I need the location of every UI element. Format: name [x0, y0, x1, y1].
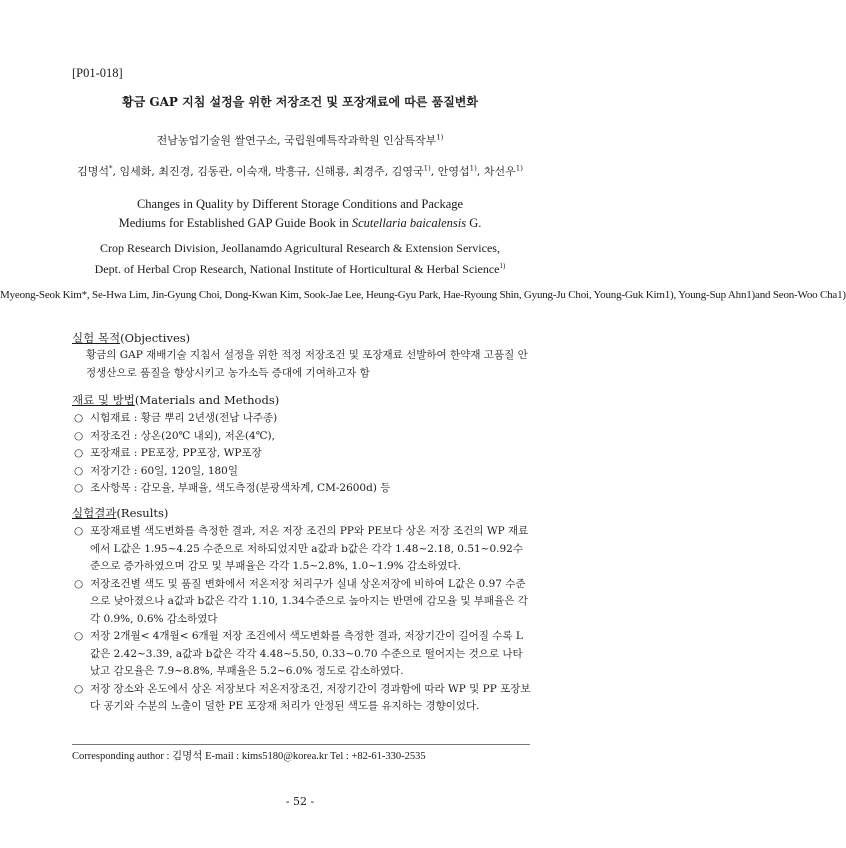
korean-affiliation-text: 전남농업기술원 쌀연구소, 국립원예특작과학원 인삼특작부: [156, 134, 437, 147]
abstract-code: [P01-018]: [72, 66, 123, 80]
bullet-icon: ○: [74, 682, 84, 695]
materials-item: [72, 428, 532, 446]
korean-author: 이숙재: [236, 165, 269, 178]
materials-heading-en: (Materials and Methods): [134, 393, 280, 407]
english-affiliation-line2-text: Dept. of Herbal Crop Research, National Institute of Horticultural & Herbal Science: [94, 262, 500, 276]
bullet-icon: ○: [74, 630, 84, 642]
english-affiliation-line1: Crop Research Division, Jeollanamdo Agricultural Research & Extension Services,: [100, 241, 500, 255]
english-affiliation-sup: 1): [499, 262, 506, 270]
materials-heading: [72, 392, 532, 408]
bullet-icon: ○: [74, 577, 84, 590]
results-item: [72, 523, 532, 576]
materials-item: [72, 463, 532, 481]
results-item: [72, 628, 532, 681]
english-affiliation: [0, 239, 600, 278]
english-title: [0, 195, 600, 233]
objectives-heading: [72, 330, 532, 346]
english-affiliation-line2: [0, 257, 600, 278]
korean-author: 최경주: [352, 165, 385, 178]
korean-affiliation: [0, 132, 600, 148]
bullet-icon: ○: [74, 412, 84, 424]
korean-affiliation-sup: 1): [436, 133, 444, 142]
korean-author: 임세화: [119, 165, 152, 178]
korean-author: 김동관: [197, 165, 230, 178]
bullet-icon: ○: [74, 464, 84, 477]
page-number: - 52 -: [285, 795, 315, 808]
bullet-icon: ○: [74, 429, 84, 442]
materials-item-text: 포장재료 : PE포장, PP포장, WP포장: [90, 447, 262, 459]
materials-list: [72, 410, 532, 498]
english-authors: Myeong-Seok Kim*, Se-Hwa Lim, Jin-Gyung Choi, Dong-Kwan Kim, Sook-Jae Lee, Heung-Gyu Park, Hae-Ryoung Shin, Gyung-Ju Choi, Young-Guk Kim1), Young-Sup Ahn1)and Seon-Woo Cha1): [0, 289, 846, 301]
corresponding-author: Corresponding author : 김명석 E-mail : kims5180@korea.kr Tel : +82-61-330-2535: [72, 751, 426, 762]
results-heading-ko: 실험결과: [72, 506, 117, 520]
english-title-line2: [0, 214, 600, 233]
korean-author-sup: *: [108, 164, 113, 173]
objectives-section: [72, 330, 532, 382]
objectives-heading-ko: 실험 목적: [72, 331, 121, 345]
results-item-text: 저장 장소와 온도에서 상온 저장보다 저온저장조건, 저장기간이 경과함에 따라 WP 및 PP 포장보다 공기와 수분의 노출이 덜한 PE 포장재 처리가 안정된 색도를 유지하는 경향이었다.: [90, 682, 531, 712]
korean-author-sup: 1): [515, 164, 523, 173]
korean-author-sup: 1): [423, 164, 431, 173]
english-title-line1: Changes in Quality by Different Storage Conditions and Package: [136, 197, 464, 211]
materials-heading-ko: 재료 및 방법: [72, 393, 135, 407]
korean-author: 김영국: [391, 165, 424, 178]
footnote-divider: [72, 744, 530, 745]
results-heading: [72, 505, 532, 521]
results-item-text: 저장조건별 색도 및 품질 변화에서 저온저장 처리구가 실내 상온저장에 비하여 L값은 0.97 수준으로 낮아졌으나 a값과 b값은 각각 1.10, 1.34수준으로 높아지는 반면에 감모율 및 부패율은 각각 0.9%, 0.6% 감소하였다: [90, 577, 528, 625]
materials-item-text: 저장조건 : 상온(20℃ 내외), 저온(4℃),: [90, 429, 275, 442]
objectives-text: 황금의 GAP 재배기술 지침서 설정을 위한 적정 저장조건 및 포장재료 선발하여 한약재 고품질 안정생산으로 품질을 향상시키고 농가소득 증대에 기여하고자 함: [86, 349, 528, 379]
korean-author: 최진경: [158, 165, 191, 178]
materials-item-text: 시험재료 : 황금 뿌리 2년생(전남 나주종): [90, 412, 278, 424]
korean-author: 김명석: [77, 165, 109, 178]
results-heading-en: (Results): [116, 506, 169, 520]
korean-author-sup: 1): [469, 164, 477, 173]
results-item-text: 포장재료별 색도변화를 측정한 결과, 저온 저장 조건의 PP와 PE보다 상온 저장 조건의 WP 재료에서 L값은 1.95~4.25 수준으로 저하되었지만 a값과 b값은 각각 1.48~2.18, 0.51~0.92수준으로 증가하였으며 감모 및 부패율은 각각 1.5~2.8%, 1.0~1.9% 감소하였다.: [90, 525, 529, 572]
results-item: [72, 576, 532, 629]
materials-section: [72, 392, 532, 498]
materials-item: [72, 480, 532, 498]
english-title-pre: Mediums for Established GAP Guide Book in: [118, 216, 352, 230]
materials-item: [72, 445, 532, 463]
objectives-heading-en: (Objectives): [120, 331, 191, 345]
korean-author: 박흥규: [275, 165, 307, 178]
materials-item-text: 저장기간 : 60일, 120일, 180일: [90, 464, 239, 477]
korean-author: 안영섭: [437, 165, 470, 178]
bullet-icon: ○: [74, 525, 84, 537]
materials-item-text: 조사항목 : 감모율, 부패율, 색도측정(분광색차계, CM-2600d) 등: [90, 482, 391, 494]
results-item: [72, 681, 532, 716]
bullet-icon: ○: [74, 447, 84, 459]
results-section: [72, 505, 532, 716]
korean-title: 황금 GAP 지침 설정을 위한 저장조건 및 포장재료에 따른 품질변화: [122, 95, 478, 109]
materials-item: [72, 410, 532, 428]
species-name: Scutellaria baicalensis: [351, 216, 467, 230]
bullet-icon: ○: [74, 482, 84, 494]
results-item-text: 저장 2개월< 4개월< 6개월 저장 조건에서 색도변화를 측정한 결과, 저장기간이 길어질 수록 L값은 2.42~3.39, a값과 b값은 각각 4.48~5.50, 0.33~0.70 수준으로 떨어지는 것으로 나타났고 감모율은 7.9~8.8%, 부패율은 5.2~6.0% 정도로 감소하였다.: [90, 630, 523, 677]
english-title-post: G.: [466, 216, 482, 230]
results-list: [72, 523, 532, 716]
korean-authors: 김명석*, 임세화, 최진경, 김동관, 이숙재, 박흥규, 신해룡, 최경주, 김영국$^{1)}$, 안영섭$^{1)}$, 차선우$^{1)}$: [77, 164, 523, 178]
korean-author: 신해룡: [313, 165, 346, 178]
korean-author: 차선우: [483, 165, 516, 178]
